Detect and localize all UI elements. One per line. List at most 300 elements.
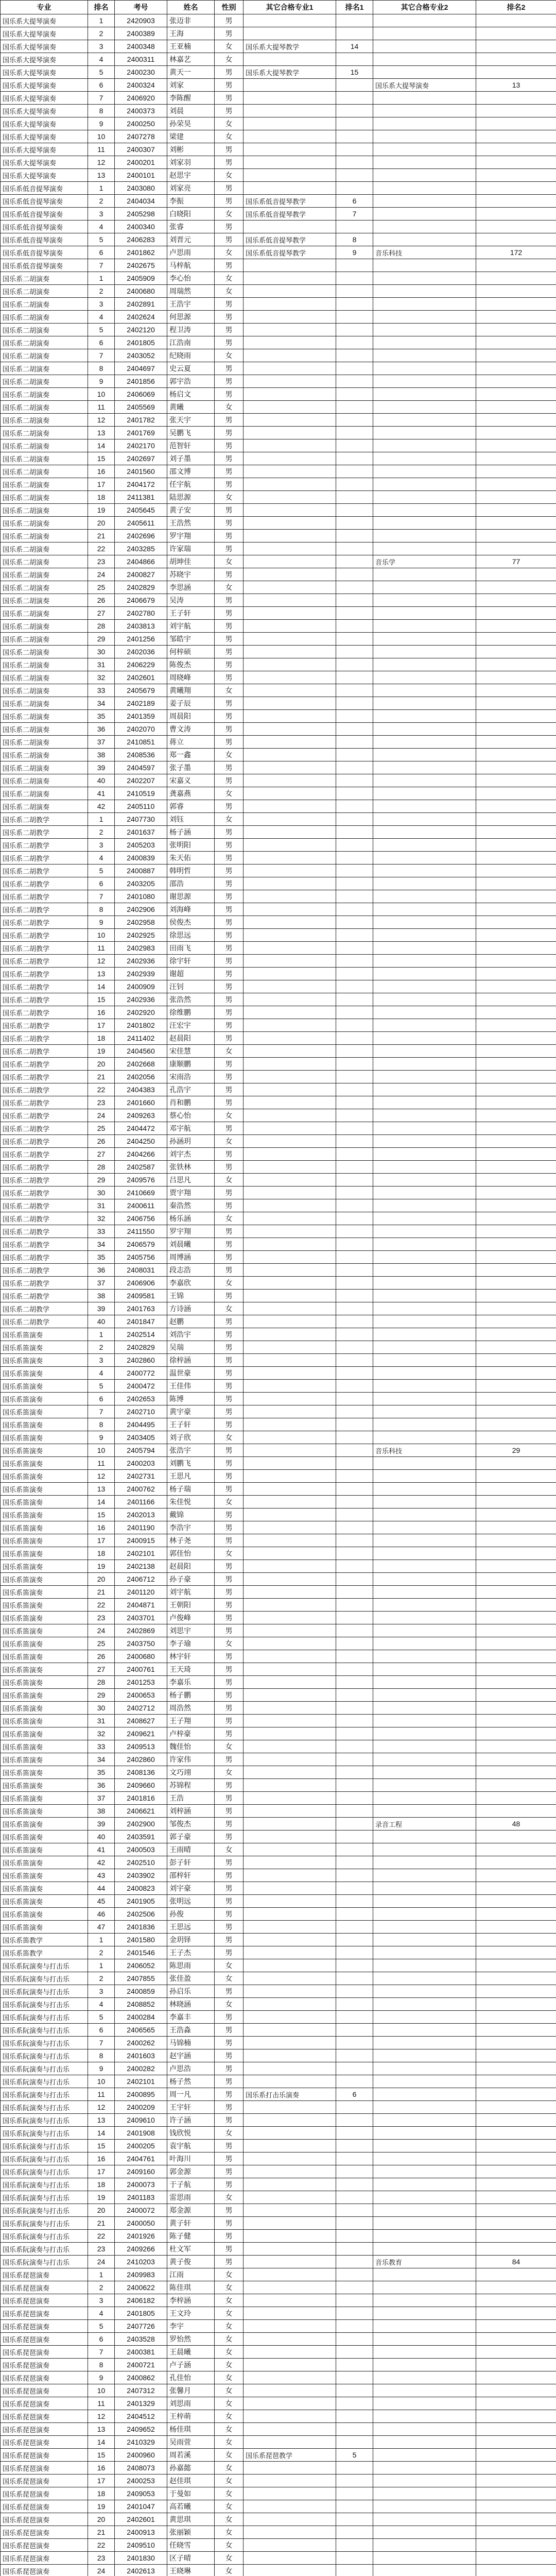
cell-major: 国乐系低音提琴演奏 (1, 182, 88, 195)
cell-rank-2 (476, 1560, 556, 1573)
cell-major: 国乐系阮演奏与打击乐 (1, 2153, 88, 2165)
cell-major: 国乐系大提琴演奏 (1, 40, 88, 53)
cell-exam-number: 2411550 (115, 1225, 167, 1238)
cell-name: 范智轩 (167, 439, 215, 452)
cell-rank-1 (336, 2539, 373, 2552)
cell-gender: 女 (215, 2462, 244, 2475)
cell-other-major-2 (373, 890, 476, 903)
cell-name: 于曼如 (167, 2487, 215, 2500)
cell-exam-number: 2406229 (115, 658, 167, 671)
cell-other-major-2 (373, 671, 476, 684)
cell-gender: 女 (215, 2487, 244, 2500)
table-row (1, 2204, 556, 2217)
cell-name: 王浩 (167, 1792, 215, 1805)
table-row (1, 66, 556, 79)
cell-other-major-2 (373, 993, 476, 1006)
cell-exam-number: 2401256 (115, 633, 167, 646)
cell-rank-1 (336, 1509, 373, 1521)
cell-name: 刘家 (167, 79, 215, 92)
cell-major: 国乐系低音提琴演奏 (1, 259, 88, 272)
cell-major: 国乐系二胡教学 (1, 955, 88, 968)
cell-other-major-1 (244, 1109, 336, 1122)
cell-rank-2 (476, 2127, 556, 2140)
cell-name: 陈俊杰 (167, 658, 215, 671)
cell-gender: 女 (215, 1972, 244, 1985)
table-row (1, 156, 556, 169)
cell-rank-1 (336, 478, 373, 491)
cell-rank-2 (476, 852, 556, 865)
cell-other-major-2 (373, 1727, 476, 1740)
cell-other-major-1 (244, 2526, 336, 2539)
cell-rank-2 (476, 1534, 556, 1547)
cell-other-major-1 (244, 1509, 336, 1521)
cell-other-major-1 (244, 671, 336, 684)
cell-rank: 12 (88, 414, 115, 427)
cell-gender: 男 (215, 2037, 244, 2049)
cell-rank: 19 (88, 1560, 115, 1573)
cell-name: 郭佳怡 (167, 1547, 215, 1560)
table-row (1, 877, 556, 890)
cell-rank: 18 (88, 1032, 115, 1045)
cell-rank-2 (476, 1882, 556, 1895)
cell-name: 周博涵 (167, 1251, 215, 1264)
table-row (1, 1328, 556, 1341)
cell-major: 国乐系二胡教学 (1, 1277, 88, 1290)
cell-rank-2 (476, 787, 556, 800)
cell-name: 张迈非 (167, 14, 215, 27)
cell-rank-2 (476, 465, 556, 478)
cell-exam-number: 2409160 (115, 2165, 167, 2178)
cell-name: 朱佳悦 (167, 1496, 215, 1509)
cell-rank-1 (336, 877, 373, 890)
cell-rank: 24 (88, 1109, 115, 1122)
cell-gender: 女 (215, 1637, 244, 1650)
cell-other-major-2 (373, 2230, 476, 2243)
cell-major: 国乐系笛教学 (1, 1946, 88, 1959)
cell-gender: 男 (215, 1238, 244, 1251)
cell-exam-number: 2406579 (115, 1238, 167, 1251)
cell-rank-1 (336, 620, 373, 633)
cell-rank-1 (336, 2475, 373, 2487)
cell-other-major-1 (244, 221, 336, 233)
cell-other-major-1 (244, 1766, 336, 1779)
cell-name: 郭宇浩 (167, 375, 215, 388)
cell-rank: 4 (88, 1367, 115, 1380)
cell-rank-2 (476, 2359, 556, 2371)
cell-exam-number: 2403902 (115, 1869, 167, 1882)
cell-name: 王浩然 (167, 517, 215, 530)
cell-other-major-1 (244, 439, 336, 452)
cell-rank-2 (476, 2281, 556, 2294)
cell-other-major-2 (373, 2436, 476, 2449)
cell-other-major-2 (373, 1689, 476, 1702)
cell-rank-2 (476, 749, 556, 761)
cell-gender: 男 (215, 311, 244, 324)
cell-exam-number: 2401805 (115, 336, 167, 349)
cell-major: 国乐系琵琶演奏 (1, 2294, 88, 2307)
cell-other-major-2 (373, 1341, 476, 1354)
cell-exam-number: 2400823 (115, 1882, 167, 1895)
cell-other-major-1 (244, 259, 336, 272)
cell-rank-1 (336, 1998, 373, 2011)
cell-rank: 8 (88, 105, 115, 117)
cell-name: 邵文博 (167, 465, 215, 478)
cell-other-major-1 (244, 2294, 336, 2307)
cell-rank-2 (476, 1599, 556, 1612)
table-row (1, 787, 556, 800)
cell-major: 国乐系二胡演奏 (1, 710, 88, 723)
cell-other-major-1 (244, 2165, 336, 2178)
cell-rank: 24 (88, 1624, 115, 1637)
cell-exam-number: 2402891 (115, 298, 167, 311)
cell-other-major-2 (373, 1534, 476, 1547)
cell-name: 吴涛 (167, 594, 215, 607)
cell-other-major-1 (244, 800, 336, 813)
cell-rank: 19 (88, 1045, 115, 1058)
cell-other-major-1 (244, 1792, 336, 1805)
cell-gender: 男 (215, 697, 244, 710)
cell-other-major-1 (244, 2281, 336, 2294)
cell-rank-1: 6 (336, 2088, 373, 2101)
cell-exam-number: 2400909 (115, 980, 167, 993)
cell-rank-2 (476, 1908, 556, 1921)
cell-rank-1 (336, 2462, 373, 2475)
cell-rank-1 (336, 2101, 373, 2114)
cell-major: 国乐系阮演奏与打击乐 (1, 2101, 88, 2114)
cell-other-major-2 (373, 169, 476, 182)
cell-major: 国乐系二胡演奏 (1, 684, 88, 697)
cell-rank: 7 (88, 1405, 115, 1418)
cell-rank-1 (336, 2217, 373, 2230)
cell-major: 国乐系二胡演奏 (1, 774, 88, 787)
cell-major: 国乐系阮演奏与打击乐 (1, 2114, 88, 2127)
cell-rank: 6 (88, 877, 115, 890)
cell-other-major-2 (373, 2243, 476, 2256)
cell-gender: 男 (215, 1354, 244, 1367)
cell-exam-number: 2409581 (115, 1290, 167, 1302)
cell-rank-1 (336, 504, 373, 517)
table-row (1, 1650, 556, 1663)
cell-rank: 26 (88, 594, 115, 607)
cell-rank-1 (336, 285, 373, 298)
cell-gender: 女 (215, 1431, 244, 1444)
cell-exam-number: 2400205 (115, 2140, 167, 2153)
cell-rank-1 (336, 2178, 373, 2191)
cell-name: 徐维鹏 (167, 1006, 215, 1019)
cell-rank-1 (336, 1290, 373, 1302)
cell-other-major-1 (244, 774, 336, 787)
cell-gender: 男 (215, 890, 244, 903)
cell-other-major-2 (373, 427, 476, 439)
cell-major: 国乐系阮演奏与打击乐 (1, 2011, 88, 2024)
cell-other-major-1: 国乐系打击乐演奏 (244, 2088, 336, 2101)
table-row (1, 2153, 556, 2165)
cell-other-major-1 (244, 401, 336, 414)
table-row (1, 1199, 556, 1212)
cell-rank-1: 6 (336, 195, 373, 208)
cell-other-major-1 (244, 53, 336, 66)
cell-major: 国乐系笛演奏 (1, 1908, 88, 1921)
cell-other-major-1 (244, 955, 336, 968)
table-row (1, 401, 556, 414)
cell-other-major-1 (244, 1174, 336, 1187)
cell-exam-number: 2401359 (115, 710, 167, 723)
cell-rank: 10 (88, 2384, 115, 2397)
cell-rank-1: 15 (336, 66, 373, 79)
cell-rank: 22 (88, 543, 115, 555)
cell-exam-number: 2410669 (115, 1187, 167, 1199)
cell-rank: 6 (88, 246, 115, 259)
cell-exam-number: 2409983 (115, 2268, 167, 2281)
cell-rank-1 (336, 182, 373, 195)
cell-exam-number: 2407730 (115, 813, 167, 826)
cell-other-major-2 (373, 594, 476, 607)
cell-major: 国乐系笛演奏 (1, 1547, 88, 1560)
cell-rank: 39 (88, 761, 115, 774)
cell-rank: 13 (88, 169, 115, 182)
cell-rank: 29 (88, 1689, 115, 1702)
cell-rank-2 (476, 800, 556, 813)
cell-rank-2 (476, 1689, 556, 1702)
cell-rank-2 (476, 1367, 556, 1380)
cell-major: 国乐系笛演奏 (1, 1882, 88, 1895)
table-row (1, 1663, 556, 1676)
cell-rank: 25 (88, 581, 115, 594)
table-row (1, 2075, 556, 2088)
cell-rank-1 (336, 324, 373, 336)
cell-rank: 40 (88, 1315, 115, 1328)
table-row (1, 1818, 556, 1831)
cell-name: 李宇 (167, 2320, 215, 2333)
cell-name: 王宇轩 (167, 2101, 215, 2114)
cell-major: 国乐系二胡演奏 (1, 594, 88, 607)
cell-major: 国乐系笛演奏 (1, 1405, 88, 1418)
cell-other-major-2 (373, 285, 476, 298)
cell-name: 徐思远 (167, 929, 215, 942)
cell-exam-number: 2402829 (115, 581, 167, 594)
cell-major: 国乐系阮演奏与打击乐 (1, 1998, 88, 2011)
cell-name: 李梓涵 (167, 2294, 215, 2307)
table-row (1, 1831, 556, 1843)
cell-name: 刘彬 (167, 143, 215, 156)
cell-gender: 女 (215, 2320, 244, 2333)
cell-other-major-2 (373, 2114, 476, 2127)
cell-exam-number: 2400827 (115, 568, 167, 581)
cell-other-major-1: 国乐系低音提琴教学 (244, 246, 336, 259)
cell-name: 李思涵 (167, 581, 215, 594)
cell-name: 何梓硕 (167, 646, 215, 658)
cell-major: 国乐系笛演奏 (1, 1431, 88, 1444)
table-row (1, 2037, 556, 2049)
cell-other-major-2 (373, 2281, 476, 2294)
cell-other-major-1 (244, 1895, 336, 1908)
table-row (1, 182, 556, 195)
cell-other-major-2 (373, 1083, 476, 1096)
table-row (1, 1019, 556, 1032)
cell-rank-2 (476, 478, 556, 491)
cell-name: 康顺鹏 (167, 1058, 215, 1071)
cell-exam-number: 2402710 (115, 1405, 167, 1418)
cell-other-major-1 (244, 2487, 336, 2500)
cell-other-major-2 (373, 1367, 476, 1380)
cell-exam-number: 2401120 (115, 1586, 167, 1599)
cell-rank-2 (476, 1792, 556, 1805)
cell-gender: 男 (215, 298, 244, 311)
cell-major: 国乐系低音提琴演奏 (1, 233, 88, 246)
cell-gender: 男 (215, 1702, 244, 1715)
header-row (1, 1, 556, 14)
cell-rank-2 (476, 2088, 556, 2101)
table-row (1, 1393, 556, 1405)
cell-rank-2 (476, 1637, 556, 1650)
table-row (1, 1740, 556, 1753)
cell-exam-number: 2402120 (115, 324, 167, 336)
cell-rank-2 (476, 1354, 556, 1367)
cell-rank: 39 (88, 1302, 115, 1315)
cell-rank-1: 9 (336, 246, 373, 259)
cell-rank: 8 (88, 1418, 115, 1431)
cell-name: 王晓琳 (167, 2565, 215, 2576)
cell-exam-number: 2401190 (115, 1521, 167, 1534)
cell-gender: 男 (215, 79, 244, 92)
cell-rank: 33 (88, 1225, 115, 1238)
cell-name: 刘子欣 (167, 1431, 215, 1444)
cell-rank-1 (336, 916, 373, 929)
cell-major: 国乐系低音提琴演奏 (1, 246, 88, 259)
cell-other-major-2 (373, 1766, 476, 1779)
table-row (1, 14, 556, 27)
table-row (1, 285, 556, 298)
cell-other-major-2 (373, 1328, 476, 1341)
cell-other-major-1 (244, 1457, 336, 1470)
cell-gender: 男 (215, 105, 244, 117)
cell-name: 刘晨 (167, 105, 215, 117)
cell-exam-number: 2402101 (115, 2075, 167, 2088)
cell-major: 国乐系二胡教学 (1, 1032, 88, 1045)
cell-name: 王浩宇 (167, 298, 215, 311)
cell-name: 贾宇翔 (167, 1187, 215, 1199)
table-row (1, 646, 556, 658)
cell-gender: 男 (215, 1199, 244, 1212)
cell-major: 国乐系二胡演奏 (1, 298, 88, 311)
cell-major: 国乐系大提琴演奏 (1, 27, 88, 40)
cell-rank: 27 (88, 1148, 115, 1161)
cell-exam-number: 2404034 (115, 195, 167, 208)
cell-gender: 男 (215, 2024, 244, 2037)
cell-gender: 女 (215, 2539, 244, 2552)
cell-exam-number: 2408031 (115, 1264, 167, 1277)
cell-major: 国乐系笛演奏 (1, 1586, 88, 1599)
cell-name: 张丽颖 (167, 2526, 215, 2539)
cell-rank: 3 (88, 2294, 115, 2307)
cell-major: 国乐系二胡教学 (1, 813, 88, 826)
cell-rank-2 (476, 1663, 556, 1676)
cell-name: 张浩然 (167, 993, 215, 1006)
cell-other-major-2 (373, 272, 476, 285)
cell-gender: 男 (215, 839, 244, 852)
table-row (1, 1843, 556, 1856)
cell-rank-2 (476, 14, 556, 27)
cell-gender: 男 (215, 2153, 244, 2165)
cell-exam-number: 2401769 (115, 427, 167, 439)
cell-other-major-1 (244, 1612, 336, 1624)
cell-rank-2 (476, 272, 556, 285)
cell-major: 国乐系阮演奏与打击乐 (1, 2256, 88, 2268)
cell-other-major-1 (244, 1779, 336, 1792)
cell-gender: 女 (215, 1277, 244, 1290)
cell-rank-2 (476, 2268, 556, 2281)
cell-rank-1 (336, 1328, 373, 1341)
cell-major: 国乐系二胡演奏 (1, 749, 88, 761)
cell-gender: 男 (215, 646, 244, 658)
cell-rank-1 (336, 2268, 373, 2281)
cell-other-major-2 (373, 1740, 476, 1753)
cell-name: 王子轩 (167, 1418, 215, 1431)
cell-rank: 30 (88, 646, 115, 658)
cell-other-major-2 (373, 1934, 476, 1946)
cell-other-major-1 (244, 182, 336, 195)
cell-name: 许家瑞 (167, 543, 215, 555)
cell-gender: 男 (215, 517, 244, 530)
cell-rank-2 (476, 2475, 556, 2487)
cell-exam-number: 2409266 (115, 2243, 167, 2256)
cell-name: 田雨飞 (167, 942, 215, 955)
cell-major: 国乐系笛演奏 (1, 1380, 88, 1393)
cell-exam-number: 2410329 (115, 2436, 167, 2449)
cell-rank-2 (476, 1715, 556, 1727)
cell-rank-1 (336, 903, 373, 916)
cell-exam-number: 2406283 (115, 233, 167, 246)
cell-gender: 女 (215, 208, 244, 221)
cell-gender: 男 (215, 1573, 244, 1586)
cell-name: 赵鹏 (167, 1315, 215, 1328)
cell-gender: 女 (215, 2371, 244, 2384)
cell-gender: 男 (215, 156, 244, 169)
cell-gender: 男 (215, 1509, 244, 1521)
cell-exam-number: 2400915 (115, 1534, 167, 1547)
cell-exam-number: 2400895 (115, 2088, 167, 2101)
cell-other-major-2 (373, 852, 476, 865)
table-row (1, 2268, 556, 2281)
cell-exam-number: 2403750 (115, 1637, 167, 1650)
cell-exam-number: 2402624 (115, 311, 167, 324)
cell-other-major-2 (373, 980, 476, 993)
cell-rank-2 (476, 1083, 556, 1096)
cell-rank-1 (336, 130, 373, 143)
cell-exam-number: 2400201 (115, 156, 167, 169)
cell-rank-1 (336, 1238, 373, 1251)
cell-other-major-1 (244, 1483, 336, 1496)
cell-other-major-2 (373, 761, 476, 774)
cell-rank-1 (336, 2320, 373, 2333)
cell-rank: 21 (88, 2217, 115, 2230)
cell-major: 国乐系琵琶演奏 (1, 2436, 88, 2449)
table-row (1, 800, 556, 813)
cell-gender: 男 (215, 2204, 244, 2217)
cell-major: 国乐系二胡教学 (1, 1315, 88, 1328)
cell-name: 林嘉艺 (167, 53, 215, 66)
cell-other-major-2 (373, 2333, 476, 2346)
cell-other-major-1 (244, 929, 336, 942)
cell-rank-2 (476, 1457, 556, 1470)
cell-other-major-2 (373, 800, 476, 813)
cell-rank-1 (336, 993, 373, 1006)
cell-rank-1 (336, 452, 373, 465)
cell-name: 许家伟 (167, 1753, 215, 1766)
cell-major: 国乐系笛演奏 (1, 1509, 88, 1521)
cell-name: 陈佳琪 (167, 2281, 215, 2294)
cell-gender: 男 (215, 1689, 244, 1702)
